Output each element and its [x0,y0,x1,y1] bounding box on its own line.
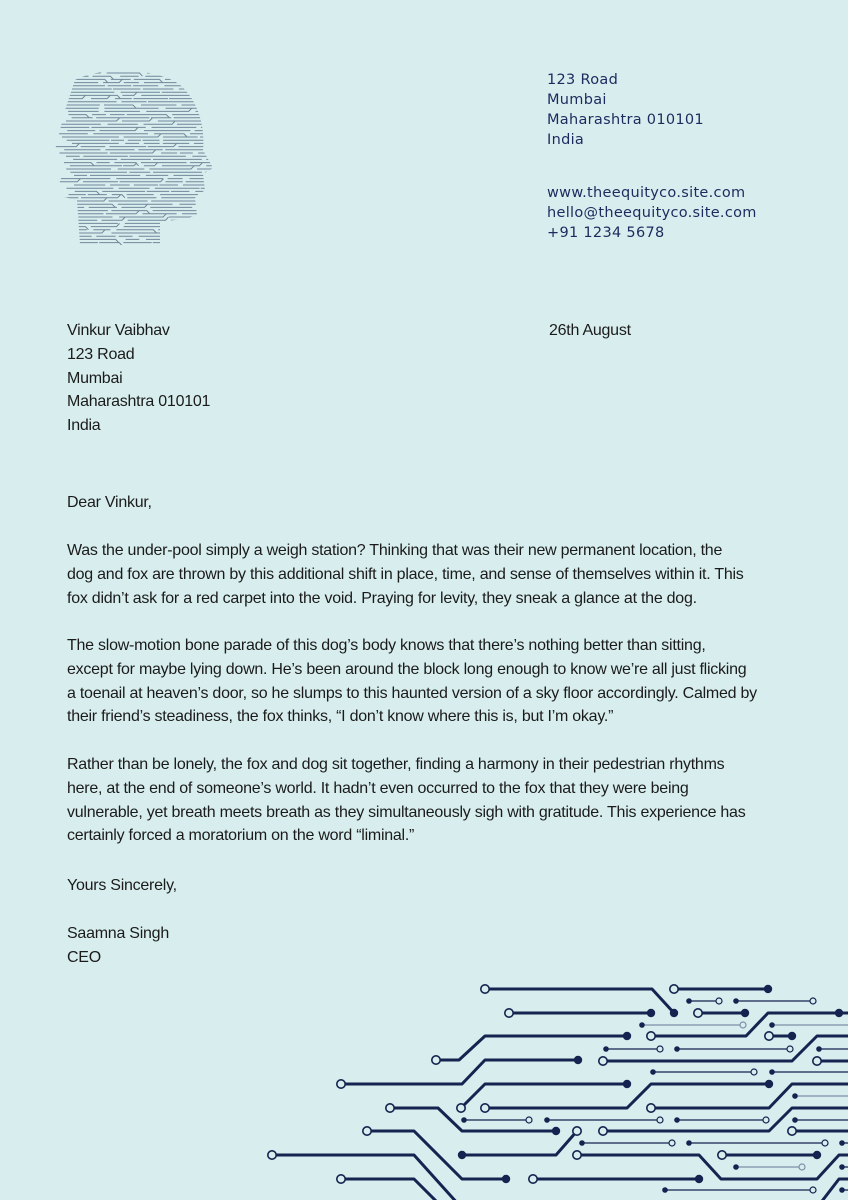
circuit-node-filled [650,1069,656,1075]
body-line: fox didn’t ask for a red carpet into the void. Praying for levity, they sneak a glance at the dog. [67,589,697,607]
recipient-line: India [67,417,101,435]
circuit-node-filled [695,1175,703,1183]
logo-trace [214,217,215,220]
sender-website-link[interactable]: www.theequityco.site.com [547,185,746,201]
body-paragraph [67,634,757,729]
logo-trace [213,92,215,95]
circuit-trace [272,1155,459,1200]
circuit-node-open [505,1009,513,1017]
circuit-node-open [810,998,816,1004]
logo-trace [59,217,78,220]
circuit-node-filled [670,1009,678,1017]
circuit-node-open [763,1117,769,1123]
circuit-node-filled [674,1117,680,1123]
circuit-node-open [529,1175,537,1183]
sender-address [547,70,704,150]
signature-block [67,922,169,970]
circuit-trace [390,1108,556,1131]
body-line: here, at the end of someone’s world. It hadn’t even occurred to the fox that they were being [67,779,689,797]
circuit-node-filled [552,1127,560,1135]
circuit-trace [461,1084,627,1108]
sender-email-link[interactable]: hello@theequityco.site.com [547,205,757,221]
circuit-trace [603,1036,848,1061]
circuit-node-filled [647,1009,655,1017]
circuit-node-open [657,1117,663,1123]
circuit-node-filled [733,1164,739,1170]
circuit-trace [341,1060,578,1084]
circuit-node-open [822,1140,828,1146]
logo-trace [210,147,215,150]
circuit-node-open [337,1080,345,1088]
circuit-node-filled [623,1080,631,1088]
circuit-trace [651,1084,848,1108]
circuit-node-filled [792,1093,798,1099]
circuit-node-open [599,1127,607,1135]
circuit-node-filled [458,1151,466,1159]
circuit-node-open [647,1104,655,1112]
circuit-node-filled [544,1117,550,1123]
sender-phone: +91 1234 5678 [547,225,665,241]
circuit-node-filled [662,1187,668,1193]
circuit-node-open [526,1117,532,1123]
circuit-node-open [740,1022,746,1028]
circuit-node-filled [733,998,739,1004]
circuit-node-filled [769,1022,775,1028]
body-line: dog and fox are thrown by this additional shift in place, time, and sense of themselves within it. This [67,565,744,583]
sender-contact [547,183,757,243]
circuit-node-open [765,1032,773,1040]
circuit-node-open [657,1046,663,1052]
circuit-trace [651,1013,839,1036]
circuit-node-open [787,1046,793,1052]
circuit-node-filled [765,1080,773,1088]
body-line: a toenail at heaven’s door, so he slumps to this haunted version of a sky floor accordingly. Calmed by [67,684,757,702]
circuit-node-filled [502,1175,510,1183]
greeting: Dear Vinkur, [67,494,152,511]
body-paragraph [67,753,745,848]
circuit-node-filled [839,1140,845,1146]
circuit-node-open [481,985,489,993]
logo-trace [213,140,215,143]
logo-trace [153,243,206,245]
logo-trace [203,102,215,105]
circuit-node-filled [839,1187,845,1193]
circuit-trace [819,1179,848,1200]
closing: Yours Sincerely, [67,877,177,894]
circuit-node-open [799,1164,805,1170]
recipient-line: Maharashtra 010101 [67,393,211,411]
circuit-node-open [810,1187,816,1193]
circuit-node-filled [686,998,692,1004]
sender-address-line: 123 Road [547,72,619,88]
circuit-node-filled [579,1140,585,1146]
circuit-trace [485,989,674,1013]
signer-title: CEO [67,948,101,966]
circuit-node-open [788,1127,796,1135]
circuit-node-filled [639,1022,645,1028]
circuit-node-open [718,1151,726,1159]
logo-trace [208,118,215,121]
body-line: Rather than be lonely, the fox and dog sit together, finding a harmony in their pedestrian rhythms [67,756,725,773]
sender-address-line: Maharashtra 010101 [547,112,704,128]
circuit-node-open [751,1069,757,1075]
logo-trace [211,175,215,178]
circuit-trace [577,1155,848,1179]
body-line: certainly forced a moratorium on the word “liminal.” [67,827,415,845]
signer-name: Saamna Singh [67,925,169,942]
circuit-node-filled [769,1069,775,1075]
circuit-node-filled [813,1151,821,1159]
recipient-line: 123 Road [67,345,135,363]
body-line: their friend’s steadiness, the fox thinks, “I don’t know where this is, but I’m okay.” [67,708,614,726]
circuit-node-open [716,998,722,1004]
sender-address-line: India [547,132,585,148]
circuit-node-filled [686,1140,692,1146]
circuit-node-open [268,1151,276,1159]
logo-trace [99,243,122,245]
circuit-node-open [481,1104,489,1112]
circuit-node-open [647,1032,655,1040]
circuit-node-filled [741,1009,749,1017]
letter-date: 26th August [549,322,631,339]
body-paragraph [67,539,744,610]
circuit-node-open [337,1175,345,1183]
circuit-node-filled [461,1117,467,1123]
circuit-trace [341,1179,440,1200]
body-line: Was the under-pool simply a weigh station? Thinking that was their new permanent location, the [67,542,723,559]
sender-address-line: Mumbai [547,92,607,108]
logo-trace [194,92,215,95]
circuit-node-filled [788,1032,796,1040]
recipient-line: Mumbai [67,369,123,387]
circuit-node-open [670,985,678,993]
circuit-node-open [363,1127,371,1135]
circuit-node-filled [574,1056,582,1064]
body-line: vulnerable, yet breath meets breath as they simultaneously sigh with gratitude. This experience has [67,803,746,821]
circuit-node-filled [816,1046,822,1052]
circuit-node-open [573,1151,581,1159]
circuit-node-open [386,1104,394,1112]
circuit-node-open [694,1009,702,1017]
circuit-trace [367,1131,506,1179]
circuit-head-icon [55,70,215,245]
circuit-node-open [432,1056,440,1064]
body-line: The slow-motion bone parade of this dog’s body knows that there’s nothing better than sitting, [67,637,706,654]
recipient-address [67,319,210,438]
circuit-node-open [573,1127,581,1135]
logo-trace [65,70,103,73]
circuit-node-filled [792,1117,798,1123]
circuit-trace [436,1036,627,1060]
body-line: except for maybe lying down. He’s been around the block long enough to know we’re all just flicking [67,660,747,678]
logo-trace [184,70,215,73]
circuit-trace [603,1108,848,1131]
circuit-trace [462,1131,577,1155]
circuit-node-filled [674,1046,680,1052]
circuit-node-open [599,1057,607,1065]
circuit-node-filled [835,1009,843,1017]
circuit-node-open [813,1057,821,1065]
circuit-node-filled [603,1046,609,1052]
circuit-node-filled [839,1164,845,1170]
recipient-line: Vinkur Vaibhav [67,322,170,339]
circuit-node-filled [764,985,772,993]
circuit-node-open [669,1140,675,1146]
circuit-node-open [457,1104,465,1112]
circuit-node-filled [623,1032,631,1040]
logo-trace [212,121,215,124]
circuit-trace [485,1084,769,1108]
